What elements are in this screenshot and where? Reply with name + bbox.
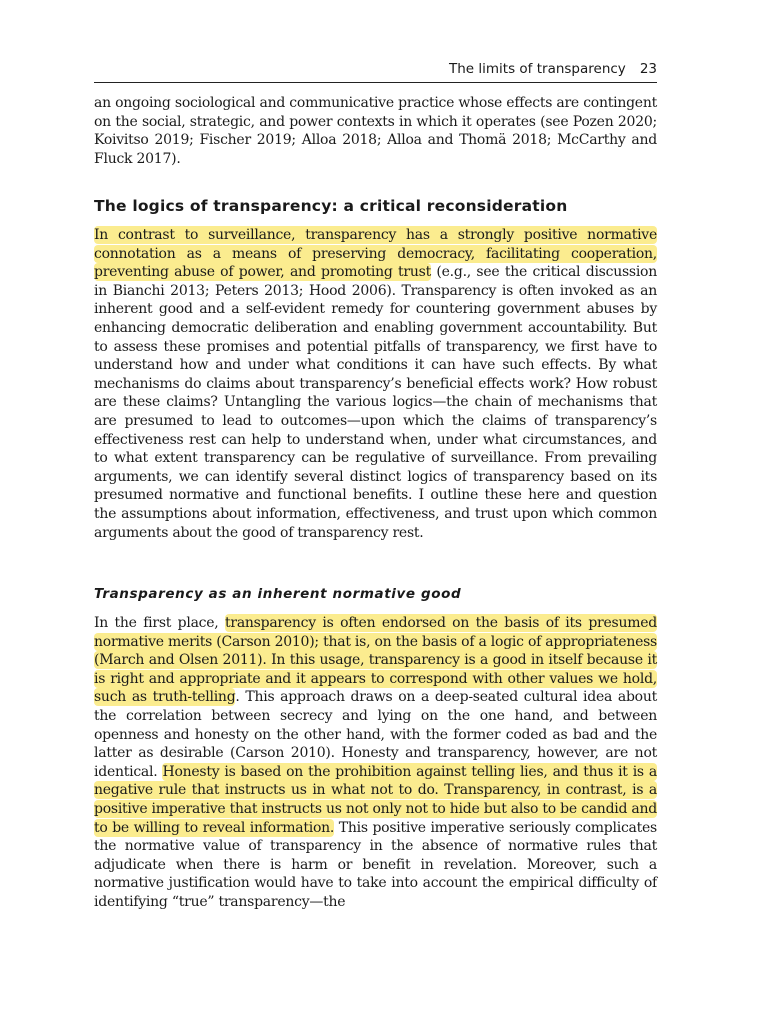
paragraph-text: . This approach draws on a deep-seated cultural idea about the correlation between secrecy and lying on the one hand, and between openness and honesty on the other hand, with the former coded as bad and the latter as desirable (Carson 2010). Honesty and transparency, however, are not identical. bbox=[94, 689, 657, 780]
paragraph-text: In the first place, bbox=[94, 615, 225, 631]
section-heading: The logics of transparency: a critical reconsideration bbox=[94, 197, 568, 215]
highlighted-text: Honesty is based on the prohibition against telling lies, and thus it is a negative rule that instructs us in what not to do. Transparency, in contrast, is a positive imperative that instructs us not only not to hide but also to be candid and to be willing to reveal information. bbox=[94, 763, 657, 836]
subsection-heading: Transparency as an inherent normative good bbox=[94, 586, 462, 602]
page-number: 23 bbox=[639, 61, 657, 77]
paragraph-logics bbox=[94, 226, 657, 542]
paragraph-text: This positive imperative seriously complicates the normative value of transparency in the absence of normative rules that adjudicate when there is harm or benefit in revelation. Moreover, such a normative justification would have to take into account the empirical difficulty of identifying “true” transparency—the bbox=[94, 819, 657, 910]
paragraph-continuation: an ongoing sociological and communicative practice whose effects are contingent on the social, strategic, and power contexts in which it operates (see Pozen 2020; Koivitso 2019; Fischer 2019; Alloa 2018; Alloa and Thomä 2018; McCarthy and Fluck 2017). bbox=[94, 95, 657, 167]
highlighted-text: transparency is often endorsed on the basis of its presumed normative merits (Carson 2010); that is, on the basis of a logic of appropriateness (March and Olsen 2011). In this usage, transparency is a good in itself because it is right and appropriate and it appears to correspond with other values we hold, such as truth-telling bbox=[94, 615, 657, 706]
paragraph-normative-good bbox=[94, 614, 657, 912]
running-head bbox=[94, 60, 657, 83]
paragraph-text: (e.g., see the critical discussion in Bianchi 2013; Peters 2013; Hood 2006). Transparency is often invoked as an inherent good and a self-evident remedy for countering government abuses by enhancing democratic deliberation and enabling government accountability. But to assess these promises and potential pitfalls of transparency, we first have to understand how and under what conditions it can have such effects. By what mechanisms do claims about transparency’s beneficial effects work? How robust are these claims? Untangling the various logics—the chain of mechanisms that are presumed to lead to outcomes—upon which the claims of transparency’s effectiveness rest can help to understand when, under what circumstances, and to what extent transparency can be regulative of surveillance. From prevailing arguments, we can identify several distinct logics of transparency based on its presumed normative and functional benefits. I outline these here and question the assumptions about information, effectiveness, and trust upon which common arguments about the good of transparency rest. bbox=[94, 264, 657, 541]
running-head-title: The limits of transparency bbox=[449, 61, 626, 77]
highlighted-text: In contrast to surveillance, transparency has a strongly positive normative connotation as a means of preserving democracy, facilitating cooperation, preventing abuse of power, and promoting trust bbox=[94, 227, 657, 281]
